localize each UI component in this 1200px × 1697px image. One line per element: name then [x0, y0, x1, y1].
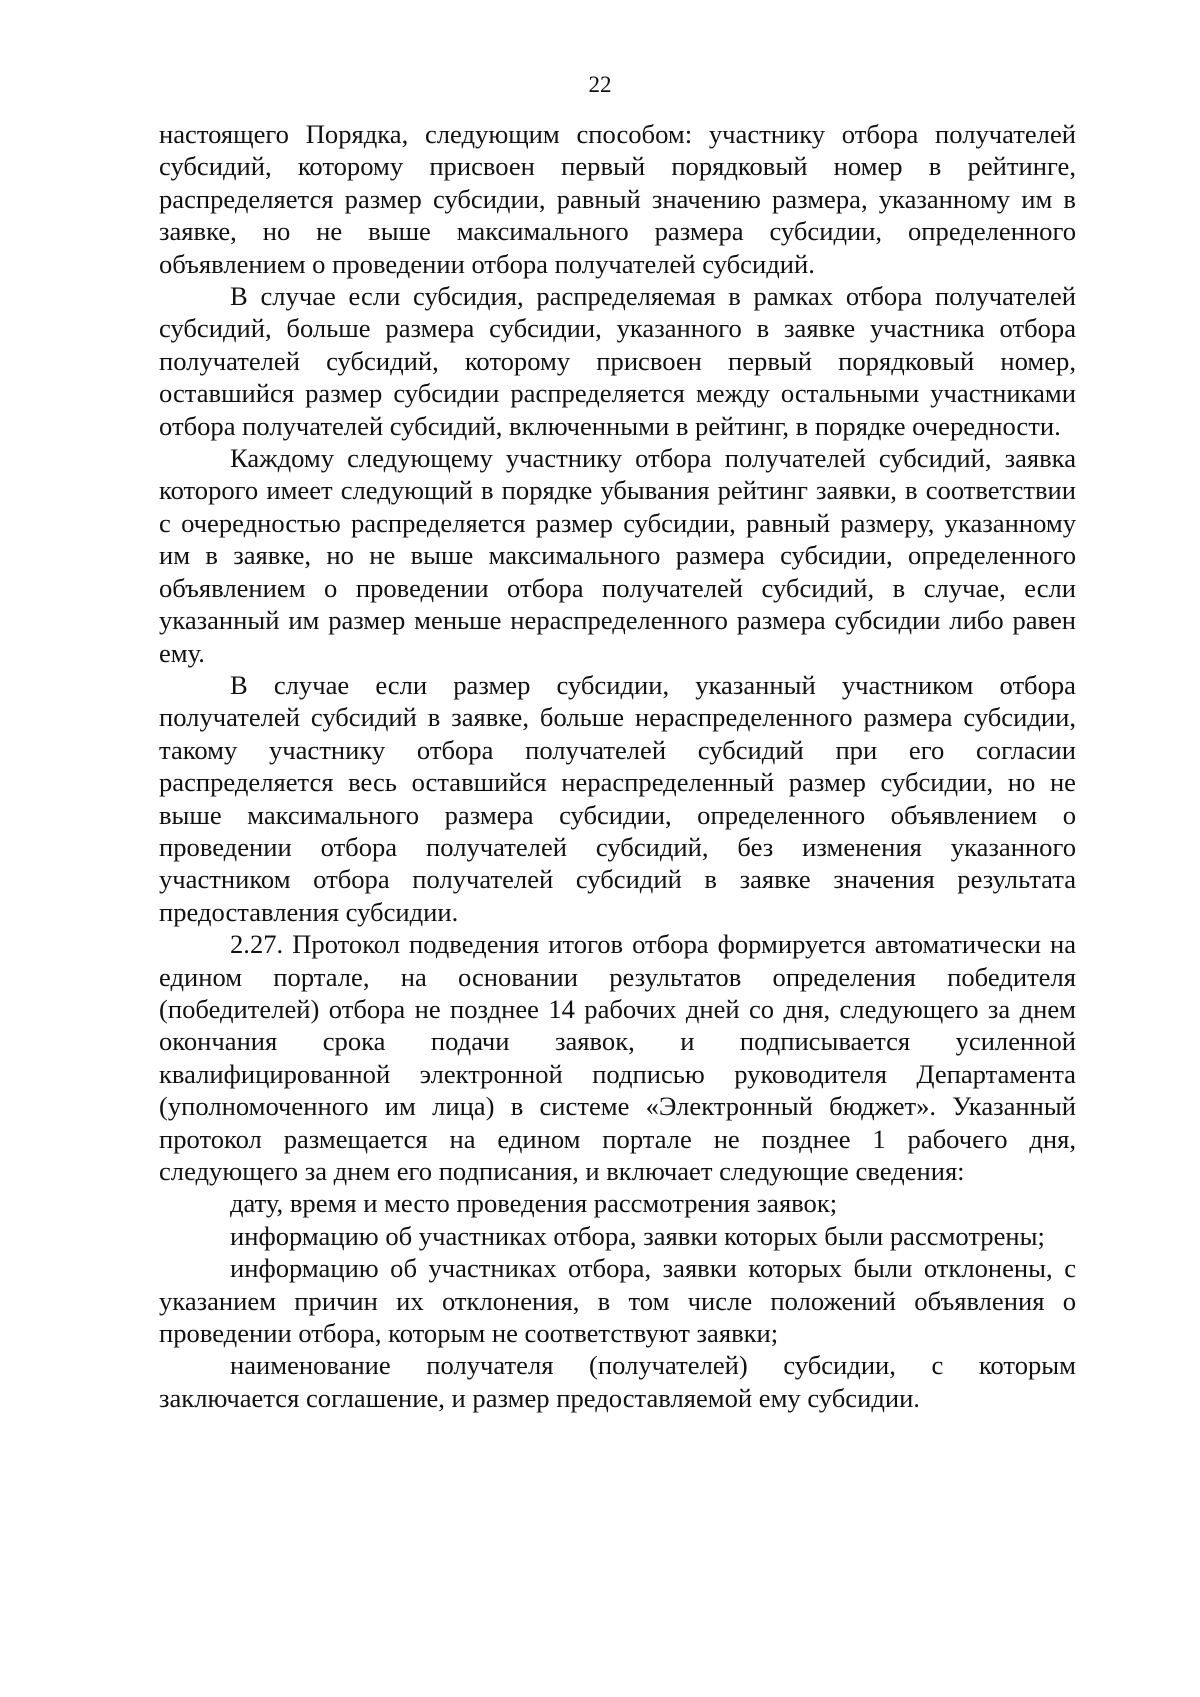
document-body [159, 118, 1076, 1414]
list-item-rejected-participants: информацию об участниках отбора, заявки которых были отклонены, с указанием причин их отклонения, в том числе положений объявления о проведении отбора, которым не соответствуют заявки; [159, 1253, 1076, 1349]
paragraph-remaining-subsidy: В случае если субсидия, распределяемая в рамках отбора получателей субсидий, больше размера субсидии, указанного в заявке участника отбора получателей субсидий, которому присвоен первый порядковый номер, оставшийся размер субсидии распределяется между остальными участниками отбора получателей субсидий, включенными в рейтинг, в порядке очередности. [159, 281, 1076, 441]
page-number: 22 [588, 72, 612, 97]
paragraph-2-27-protocol: 2.27. Протокол подведения итогов отбора формируется автоматически на едином портале, на основании результатов определения победителя (победителей) отбора не позднее 14 рабочих дней со дня, следующего за днем окончания срока подачи заявок, и подписывается усиленной квалифицированной электронной подписью руководителя Департамента (уполномоченного им лица) в системе «Электронный бюджет». Указанный протокол размещается на едином портале не позднее 1 рабочего дня, следующего за днем его подписания, и включает следующие сведения: [159, 929, 1076, 1186]
list-item-reviewed-participants: информацию об участниках отбора, заявки которых были рассмотрены; [230, 1220, 1045, 1251]
paragraph-next-participant: Каждому следующему участнику отбора получателей субсидий, заявка которого имеет следующий в порядке убывания рейтинг заявки, в соответствии с очередностью распределяется размер субсидии, равный размеру, указанному им в заявке, но не выше максимального размера субсидии, определенного объявлением о проведении отбора получателей субсидий, в случае, если указанный им размер меньше нераспределенного размера субсидии либо равен ему. [159, 443, 1076, 668]
list-item-recipient-name: наименование получателя (получателей) субсидии, с которым заключается соглашение, и размер предоставляемой ему субсидии. [159, 1350, 1076, 1413]
list-item-date-time-place: дату, время и место проведения рассмотрения заявок; [230, 1188, 838, 1219]
paragraph-continuation: настоящего Порядка, следующим способом: участнику отбора получателей субсидий, которому присвоен первый порядковый номер в рейтинге, распределяется размер субсидии, равный значению размера, указанному им в заявке, но не выше максимального размера субсидии, определенного объявлением о проведении отбора получателей субсидий. [159, 119, 1076, 279]
paragraph-unallocated-subsidy: В случае если размер субсидии, указанный участником отбора получателей субсидий в заявке, больше нераспределенного размера субсидии, такому участнику отбора получателей субсидий при его согласии распределяется весь оставшийся нераспределенный размер субсидии, но не выше максимального размера субсидии, определенного объявлением о проведении отбора получателей субсидий, без изменения указанного участником отбора получателей субсидий в заявке значения результата предоставления субсидии. [159, 669, 1076, 927]
